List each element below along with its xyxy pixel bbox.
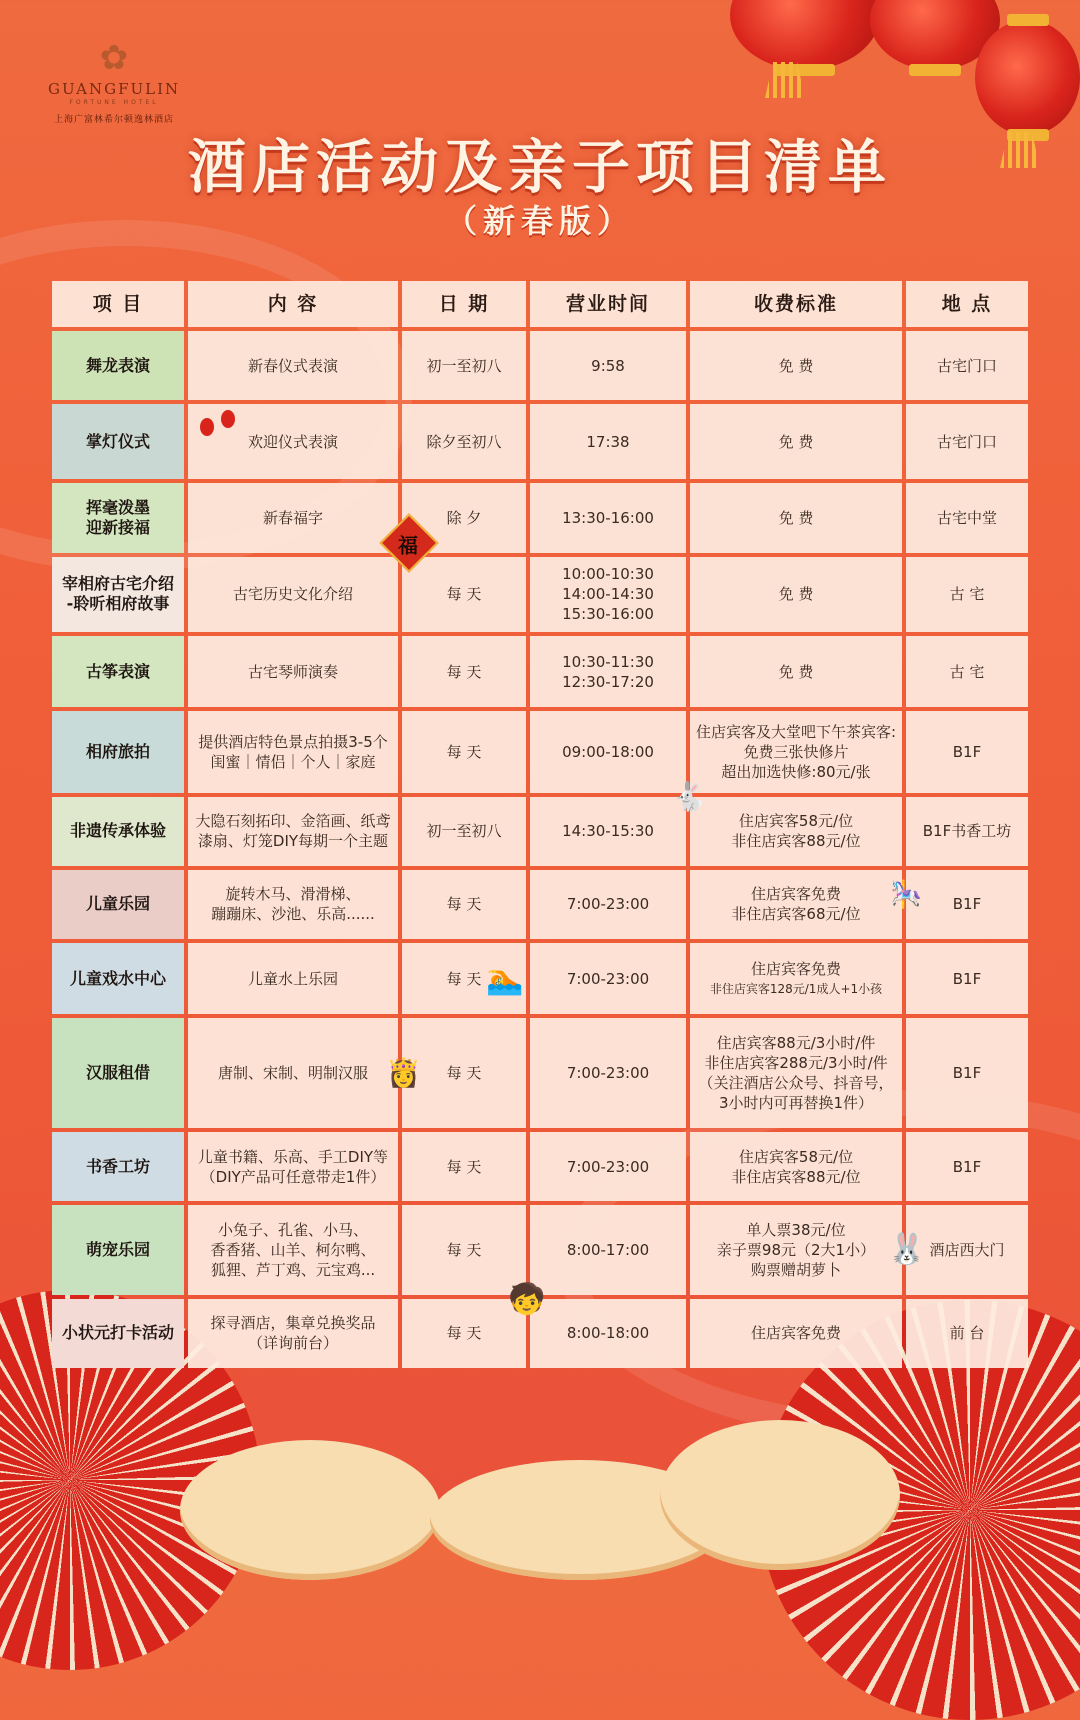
row-date: 初一至初八 [402,331,526,400]
row-project: 小状元打卡活动 [52,1299,184,1368]
row-hours: 9:58 [530,331,686,400]
table-row [52,1132,1028,1201]
table-row [52,483,1028,552]
table-row [52,1018,1028,1128]
row-content: 提供酒店特色景点拍摄3-5个 闺蜜｜情侣｜个人｜家庭 [188,711,398,792]
row-content: 儿童书籍、乐高、手工DIY等 （DIY产品可任意带走1件） [188,1132,398,1201]
row-date: 初一至初八 [402,797,526,866]
row-project: 古筝表演 [52,636,184,707]
row-project: 书香工坊 [52,1132,184,1201]
row-place: 古 宅 [906,636,1028,707]
swimming-child-icon: 🏊 [486,962,524,997]
hanfu-girl-icon: 👸 [386,1056,421,1089]
row-place: B1F书香工坊 [906,797,1028,866]
row-project: 挥毫泼墨 迎新接福 [52,483,184,552]
table-row [52,636,1028,707]
table-header-row [52,281,1028,327]
row-fee: 住店宾客58元/位 非住店宾客88元/位 [690,1132,902,1201]
row-place: 古 宅 [906,557,1028,632]
row-content: 新春福字 [188,483,398,552]
row-place: B1F [906,1018,1028,1128]
row-place: B1F [906,711,1028,792]
row-content: 新春仪式表演 [188,331,398,400]
logo-subtitle-text: FORTUNE HOTEL [69,99,159,106]
row-project: 萌宠乐园 [52,1205,184,1295]
header-date: 日 期 [402,281,526,327]
header-place: 地 点 [906,281,1028,327]
row-project: 儿童戏水中心 [52,943,184,1014]
row-project: 相府旅拍 [52,711,184,792]
row-fee: 免 费 [690,331,902,400]
row-fee: 住店宾客58元/位 非住店宾客88元/位 [690,797,902,866]
rabbit-mascot-icon: 🐇 [672,780,707,813]
table-row [52,797,1028,866]
row-content: 大隐石刻拓印、金箔画、纸鸢 漆扇、灯笼DIY每期一个主题 [188,797,398,866]
row-hours: 7:00-23:00 [530,870,686,939]
row-content: 儿童水上乐园 [188,943,398,1014]
header-project: 项 目 [52,281,184,327]
row-date: 每 天 [402,943,526,1014]
row-place: B1F [906,1132,1028,1201]
row-project: 汉服租借 [52,1018,184,1128]
hotel-logo [48,38,180,125]
row-place: 古宅中堂 [906,483,1028,552]
row-hours: 10:00-10:30 14:00-14:30 15:30-16:00 [530,557,686,632]
row-project: 宰相府古宅介绍 -聆听相府故事 [52,557,184,632]
flower-logo-icon: ✿ [99,38,129,78]
row-project: 非遗传承体验 [52,797,184,866]
row-date: 每 天 [402,1205,526,1295]
row-fee: 住店宾客免费 非住店宾客128元/1成人+1小孩 [690,943,902,1014]
row-fee: 免 费 [690,404,902,479]
row-date: 除 夕 [402,483,526,552]
table-row [52,870,1028,939]
lantern-icon [975,20,1080,135]
table-row [52,557,1028,632]
bunny-icon: 🐰 [888,1232,926,1267]
row-hours: 10:30-11:30 12:30-17:20 [530,636,686,707]
cloud-decoration [180,1440,440,1580]
table-row [52,331,1028,400]
row-place: 古宅门口 [906,404,1028,479]
table-row [52,711,1028,792]
row-date: 每 天 [402,1132,526,1201]
row-project: 舞龙表演 [52,331,184,400]
row-content: 古宅历史文化介绍 [188,557,398,632]
row-hours: 7:00-23:00 [530,943,686,1014]
row-fee: 单人票38元/位 亲子票98元（2大1小） 购票赠胡萝卜 [690,1205,902,1295]
header-fee: 收费标准 [690,281,902,327]
little-scholar-icon: 🧒 [508,1282,546,1317]
row-content: 小兔子、孔雀、小马、 香香猪、山羊、柯尔鸭、 狐狸、芦丁鸡、元宝鸡... [188,1205,398,1295]
row-place: 古宅门口 [906,331,1028,400]
row-fee: 免 费 [690,557,902,632]
row-fee: 免 费 [690,636,902,707]
table-row [52,404,1028,479]
row-fee: 免 费 [690,483,902,552]
row-hours: 8:00-17:00 [530,1205,686,1295]
row-hours: 09:00-18:00 [530,711,686,792]
row-hours: 14:30-15:30 [530,797,686,866]
row-content: 欢迎仪式表演 [188,404,398,479]
row-hours: 8:00-18:00 [530,1299,686,1368]
header-content: 内 容 [188,281,398,327]
row-content: 旋转木马、滑滑梯、 蹦蹦床、沙池、乐高...... [188,870,398,939]
cloud-decoration [660,1420,900,1570]
row-hours: 17:38 [530,404,686,479]
row-fee: 住店宾客及大堂吧下午茶宾客: 免费三张快修片 超出加选快修:80元/张 [690,711,902,792]
row-place: 前 台 [906,1299,1028,1368]
row-date: 每 天 [402,711,526,792]
row-content: 古宅琴师演奏 [188,636,398,707]
page-subtitle: （新春版） [444,202,635,240]
header-hours: 营业时间 [530,281,686,327]
row-fee: 住店宾客免费 非住店宾客68元/位 [690,870,902,939]
row-date: 每 天 [402,1299,526,1368]
activity-table [48,277,1032,1372]
logo-brand-text: GUANGFULIN [48,80,181,98]
row-content: 探寻酒店，集章兑换奖品 （详询前台） [188,1299,398,1368]
row-hours: 13:30-16:00 [530,483,686,552]
row-project: 掌灯仪式 [52,404,184,479]
fu-stamp-icon: 福 [379,513,438,572]
row-place: B1F [906,870,1028,939]
lantern-icon [730,0,880,70]
small-lantern-icon [221,410,235,428]
row-date: 每 天 [402,870,526,939]
carousel-icon: 🎠 [890,880,923,910]
row-fee: 住店宾客88元/3小时/件 非住店宾客288元/3小时/件 （关注酒店公众号、抖音号， 3小时内可再替换1件） [690,1018,902,1128]
row-date: 每 天 [402,557,526,632]
row-date: 除夕至初八 [402,404,526,479]
row-content: 唐制、宋制、明制汉服 [188,1018,398,1128]
row-date: 每 天 [402,636,526,707]
table-row [52,943,1028,1014]
page-title: 酒店活动及亲子项目清单 [187,133,892,201]
row-project: 儿童乐园 [52,870,184,939]
row-place: B1F [906,943,1028,1014]
row-place: 酒店西大门 [906,1205,1028,1295]
row-date: 每 天 [402,1018,526,1128]
logo-chinese-text: 上海广富林希尔顿逸林酒店 [53,115,174,125]
row-hours: 7:00-23:00 [530,1132,686,1201]
small-lantern-icon [200,418,214,436]
row-fee: 住店宾客免费 [690,1299,902,1368]
row-hours: 7:00-23:00 [530,1018,686,1128]
